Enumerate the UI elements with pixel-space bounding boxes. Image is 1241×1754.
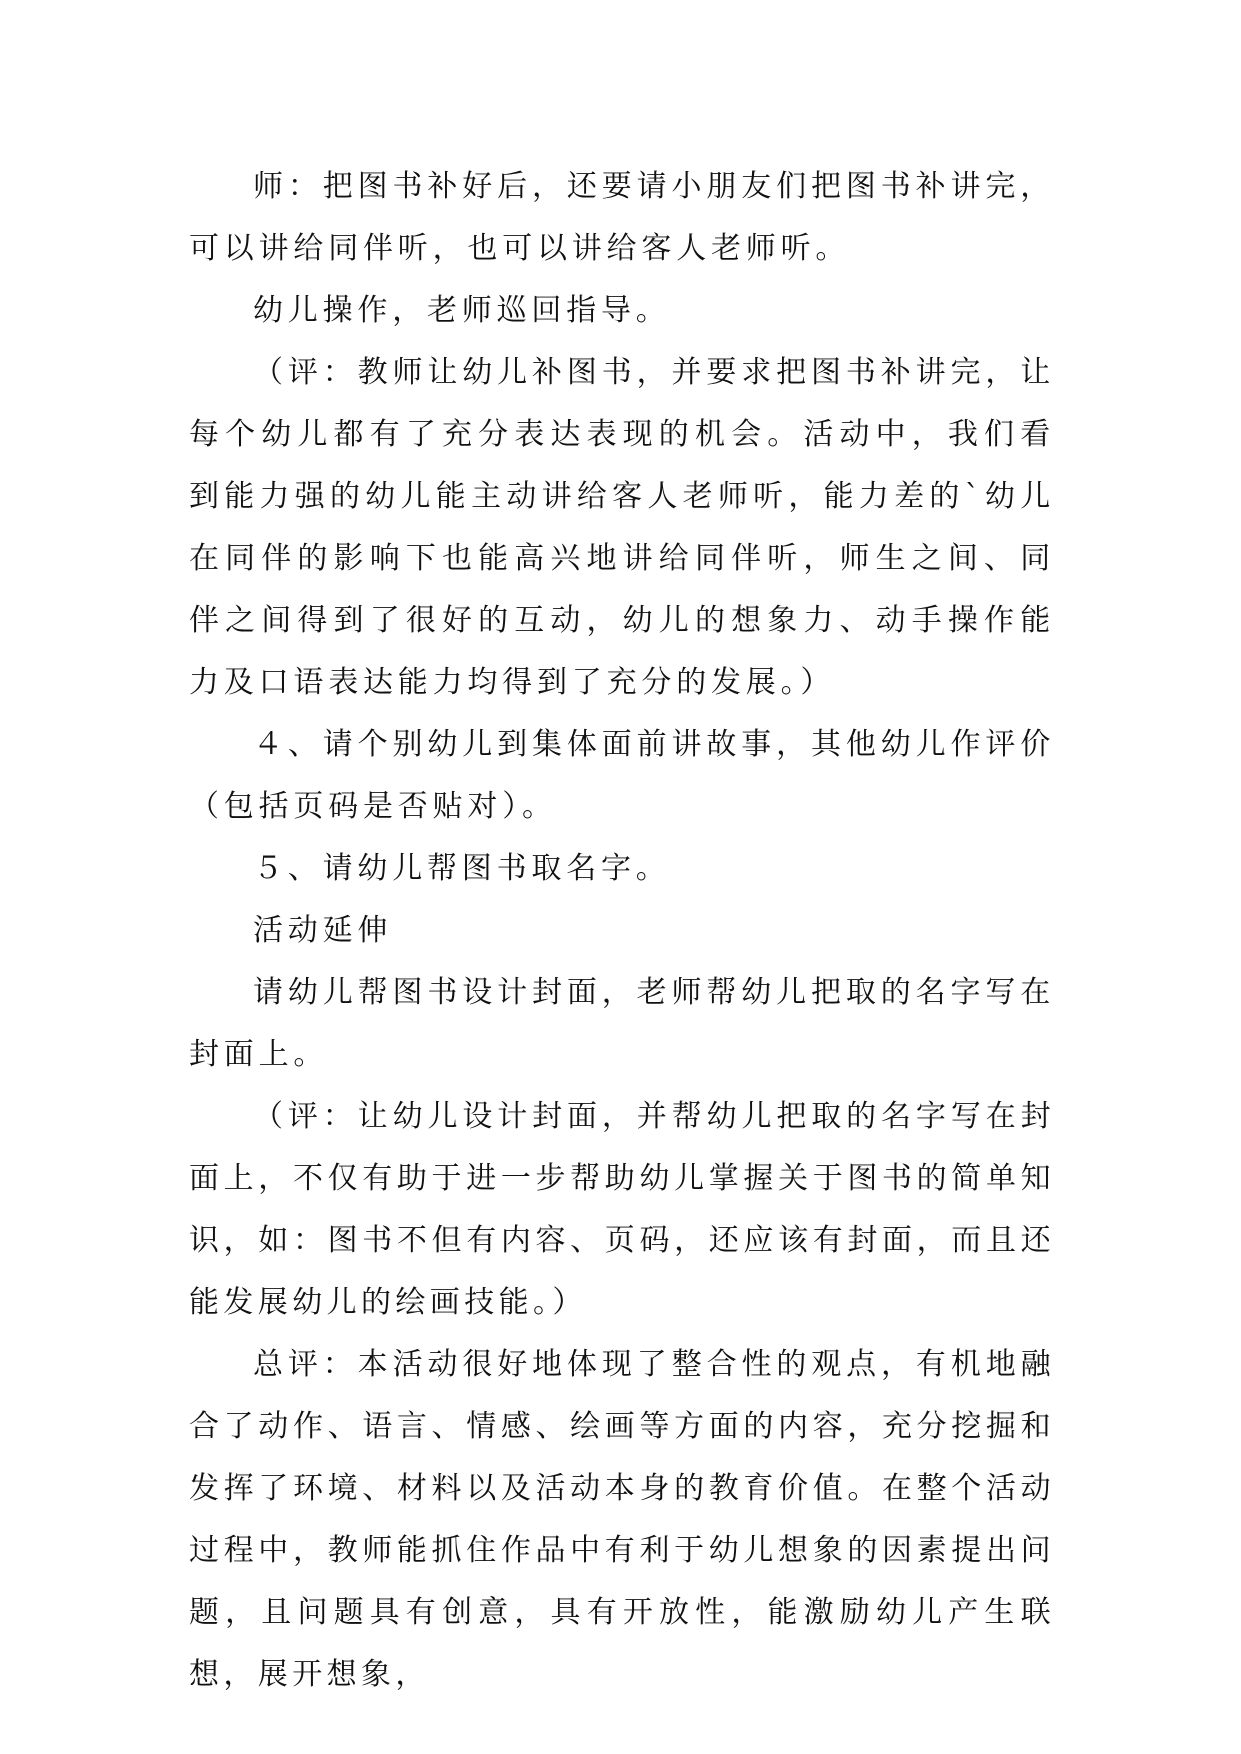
paragraph-step-5: ５、请幼儿帮图书取名字。 (253, 851, 671, 886)
paragraph-comment-1: （评：教师让幼儿补图书，并要求把图书补讲完，让每个幼儿都有了充分表达表现的机会。活动中，我们看到能力强的幼儿能主动讲给客人老师听，能力差的`幼儿在同伴的影响下也能高兴地讲给同伴听，师生之间、同伴之间得到了很好的互动，幼儿的想象力、动手操作能力及口语表达能力均得到了充分的发展。） (189, 355, 1055, 700)
paragraph-activity-extension-heading: 活动延伸 (253, 913, 393, 948)
paragraph-step-4: ４、请个别幼儿到集体面前讲故事，其他幼儿作评价（包括页码是否贴对）。 (189, 727, 1055, 824)
paragraph-overall-comment: 总评：本活动很好地体现了整合性的观点，有机地融合了动作、语言、情感、绘画等方面的内容，充分挖掘和发挥了环境、材料以及活动本身的教育价值。在整个活动过程中，教师能抓住作品中有利于幼儿想象的因素提出问题，且问题具有创意，具有开放性，能激励幼儿产生联想，展开想象， (189, 1347, 1055, 1692)
document-body (189, 156, 1055, 1706)
paragraph-child-operation: 幼儿操作，老师巡回指导。 (253, 293, 671, 328)
paragraph-teacher-instruction: 师：把图书补好后，还要请小朋友们把图书补讲完，可以讲给同伴听，也可以讲给客人老师听。 (189, 169, 1055, 266)
paragraph-comment-2: （评：让幼儿设计封面，并帮幼儿把取的名字写在封面上，不仅有助于进一步帮助幼儿掌握关于图书的简单知识，如：图书不但有内容、页码，还应该有封面，而且还能发展幼儿的绘画技能。） (189, 1099, 1055, 1320)
paragraph-cover-design: 请幼儿帮图书设计封面，老师帮幼儿把取的名字写在封面上。 (189, 975, 1055, 1072)
